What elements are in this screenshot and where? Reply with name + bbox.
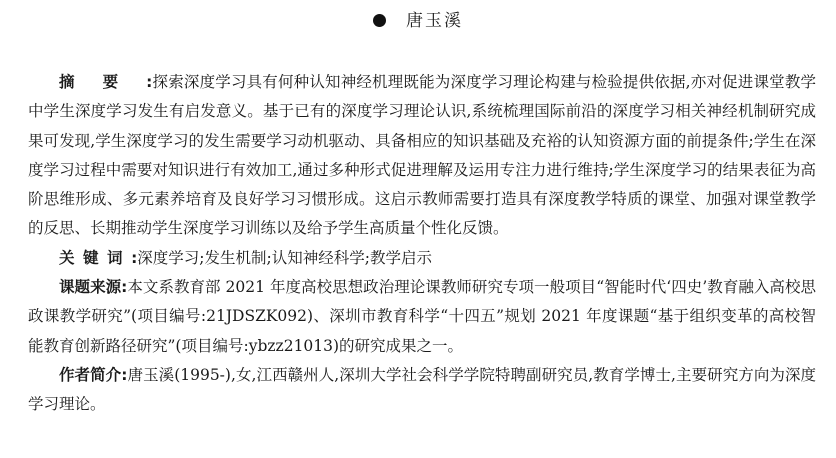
abstract-label-colon: :: [146, 73, 153, 91]
author-bio-paragraph: [28, 361, 816, 420]
funding-text: 本文系教育部 2021 年度高校思想政治理论课教师研究专项一般项目“智能时代‘四史’教育融入高校思政课教学研究”(项目编号:21JDSZK092)、深圳市教育科学“十四五”规划 2021 年度课题“基于组织变革的高校智能教育创新路径研究”(项目编号:ybzz21013)的研究成果之一。: [28, 278, 816, 355]
funding-paragraph: [28, 273, 816, 361]
bullet-icon: [373, 14, 386, 27]
author-name: 唐玉溪: [406, 11, 463, 31]
funding-label: 课题来源:: [59, 278, 128, 297]
abstract-label: 摘要: [59, 73, 147, 91]
front-matter-body: [28, 68, 816, 420]
author-bio-label: 作者简介:: [59, 365, 128, 384]
keywords-label: 关键词: [59, 248, 132, 267]
keywords-label-colon: :: [131, 248, 138, 267]
keywords-text: 深度学习;发生机制;认知神经科学;教学启示: [137, 248, 432, 267]
abstract-paragraph: [28, 68, 816, 244]
author-bio-text: 唐玉溪(1995-),女,江西赣州人,深圳大学社会科学学院特聘副研究员,教育学博士,主要研究方向为深度学习理论。: [28, 365, 817, 414]
abstract-text: 探索深度学习具有何种认知神经机理既能为深度学习理论构建与检验提供依据,亦对促进课堂教学中学生深度学习发生有启发意义。基于已有的深度学习理论认识,系统梳理国际前沿的深度学习相关神经机制研究成果可发现,学生深度学习的发生需要学习动机驱动、具备相应的知识基础及充裕的认知资源方面的前提条件;学生在深度学习过程中需要对知识进行有效加工,通过多种形式促进理解及运用专注力进行维持;学生深度学习的结果表征为高阶思维形成、多元素养培育及良好学习习惯形成。这启示教师需要打造具有深度教学特质的课堂、加强对课堂教学的反思、长期推动学生深度学习训练以及给予学生高质量个性化反馈。: [28, 73, 816, 238]
author-line: [0, 6, 836, 31]
keywords-paragraph: [28, 244, 816, 273]
